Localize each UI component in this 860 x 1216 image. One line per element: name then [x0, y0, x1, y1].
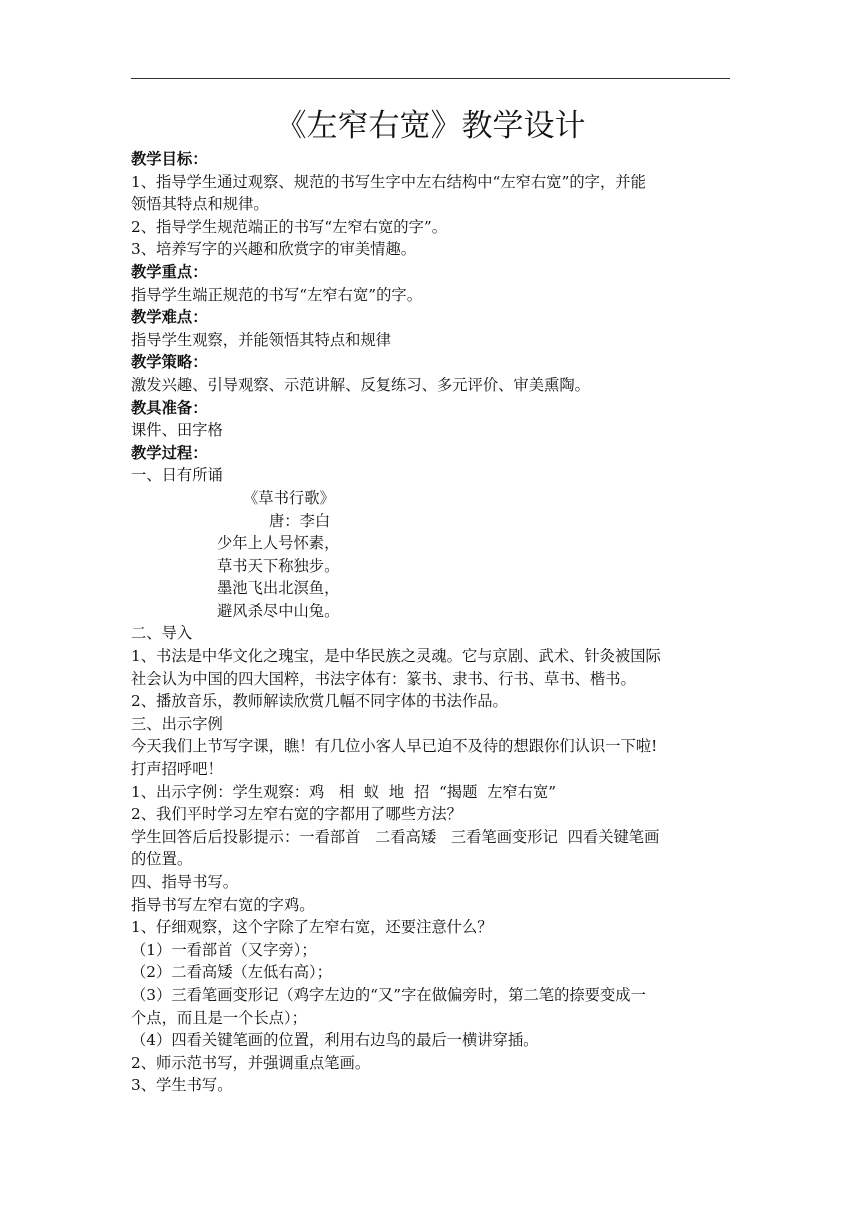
strategy-heading: 教学策略：	[131, 353, 208, 372]
goal-line: 1、指导学生通过观察、规范的书写生字中左右结构中“左窄右宽”的字，并能	[131, 172, 646, 191]
strategy-text: 激发兴趣、引导观察、示范讲解、反复练习、多元评价、审美熏陶。	[131, 375, 590, 394]
poem-title: 《草书行歌》	[243, 488, 335, 507]
part4-line: （4）四看关键笔画的位置，利用右边鸟的最后一横讲穿插。	[131, 1031, 539, 1050]
poem-line: 草书天下称独步。	[217, 556, 340, 575]
goals-heading: 教学目标：	[131, 150, 208, 168]
part4-line: 1、仔细观察，这个字除了左窄右宽，还要注意什么？	[131, 918, 493, 937]
process-heading: 教学过程：	[131, 443, 208, 462]
header-rule	[131, 78, 730, 79]
part3-line: 的位置。	[131, 850, 193, 869]
part4-line: 指导书写左窄右宽的字鸡。	[131, 895, 315, 914]
difficulty-heading: 教学难点：	[131, 308, 208, 327]
part4-line: （2）二看高矮（左低右高）；	[131, 963, 332, 982]
key-text: 指导学生端正规范的书写“左窄右宽”的字。	[131, 285, 422, 304]
part4-line: 个点，而且是一个长点）；	[131, 1008, 307, 1027]
tools-text: 课件、田字格	[131, 421, 223, 440]
part2-heading: 二、导入	[131, 624, 193, 643]
poem-author: 唐：李白	[269, 511, 331, 530]
part3-line: 今天我们上节写字课，瞧！有几位小客人早已迫不及待的想跟你们认识一下啦!	[131, 737, 658, 756]
part4-line: 3、学生书写。	[131, 1076, 233, 1095]
part4-line: 2、师示范书写，并强调重点笔画。	[131, 1053, 371, 1072]
part4-line: （3）三看笔画变形记（鸡字左边的“又”字在做偏旁时，第二笔的捺要变成一	[131, 985, 646, 1004]
part3-line: 2、我们平时学习左窄右宽的字都用了哪些方法？	[131, 805, 462, 824]
goal-line: 2、指导学生规范端正的书写“左窄右宽的字”。	[131, 217, 448, 236]
key-heading: 教学重点：	[131, 262, 208, 281]
tools-heading: 教具准备：	[131, 398, 208, 417]
part4-heading: 四、指导书写。	[131, 873, 239, 891]
part2-line: 社会认为中国的四大国粹，书法字体有：篆书、隶书、行书、草书、楷书。	[131, 669, 636, 688]
goal-line: 领悟其特点和规律。	[131, 195, 269, 214]
part2-line: 1、书法是中华文化之瑰宝，是中华民族之灵魂。它与京剧、武术、针灸被国际	[131, 647, 661, 666]
part1-heading: 一、日有所诵	[131, 466, 223, 485]
goal-line: 3、培养写字的兴趣和欣赏字的审美情趣。	[131, 240, 417, 259]
poem-line: 少年上人号怀素，	[217, 534, 340, 553]
part3-line: 1、出示字例：学生观察：鸡 相 蚁 地 招 “揭题 左窄右宽”	[131, 782, 557, 801]
part3-heading: 三、出示字例	[131, 714, 223, 733]
document-title: 《左窄右宽》教学设计	[275, 108, 586, 144]
part3-line: 打声招呼吧！	[131, 760, 223, 779]
poem-line: 墨池飞出北溟鱼，	[217, 579, 340, 598]
part4-line: （1）一看部首（又字旁）；	[131, 940, 317, 959]
document-body	[131, 148, 733, 1097]
difficulty-text: 指导学生观察，并能领悟其特点和规律	[131, 330, 392, 349]
part2-line: 2、播放音乐，教师解读欣赏几幅不同字体的书法作品。	[131, 692, 508, 711]
poem-line: 避风杀尽中山兔。	[217, 601, 340, 620]
part3-line: 学生回答后后投影提示：一看部首 二看高矮 三看笔画变形记 四看关键笔画	[131, 827, 660, 846]
